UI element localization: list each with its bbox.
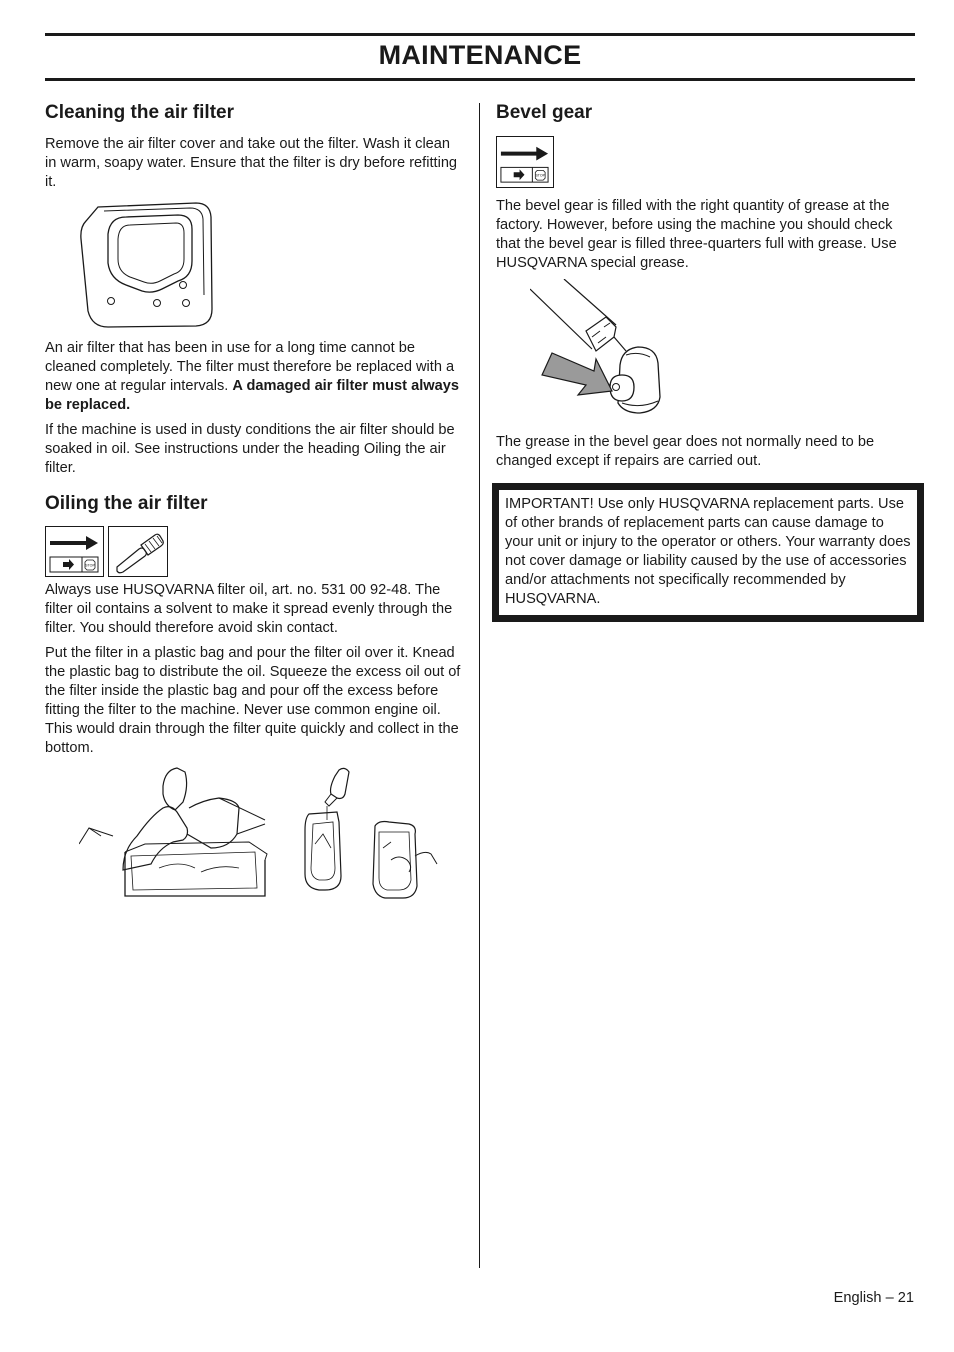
bevel-paragraph-2: The grease in the bevel gear does not normally need to be changed except if repairs are carried out.: [496, 434, 875, 469]
heading-oiling-air-filter: Oiling the air filter: [45, 493, 208, 514]
page-header: [45, 33, 915, 81]
oiling-paragraph-2: Put the filter in a plastic bag and pour the filter oil over it. Knead the plastic bag to distribute the oil. Squeeze the excess oil out of the filter inside the plastic bag and pour off the excess before fitting the filter to the machine. Never use common engine oil. This would drain through the filter quite quickly and collect in the bottom.: [45, 645, 461, 756]
bevel-paragraph-1: The bevel gear is filled with the right quantity of grease at the factory. However, before using the machine you should check that the bevel gear is filled three-quarters full with grease. Use HUSQVARNA special grease.: [496, 198, 897, 271]
oiling-illustration: [79, 764, 463, 906]
pointer-arrow-icon: [542, 353, 612, 395]
heading-bevel-gear: Bevel gear: [496, 102, 593, 123]
pouring-oil-illustration: [279, 764, 439, 906]
column-divider: [479, 103, 480, 1268]
stop-engine-icon: [45, 526, 104, 577]
cleaning-warning-bold: A damaged air filter must always be replaced.: [45, 378, 459, 413]
important-notice-text: IMPORTANT! Use only HUSQVARNA replacement parts. Use of other brands of replacement parts can cause damage to your unit or injury to the operator or others. Your warranty does not cover damage or liability caused by the use of accessories and/or attachments not specifically recommended by HUSQVARNA.: [505, 496, 911, 607]
heading-cleaning-air-filter: Cleaning the air filter: [45, 102, 234, 123]
oiling-icons: [45, 526, 463, 577]
page-title: MAINTENANCE: [378, 40, 582, 70]
bevel-gear-illustration: [530, 279, 914, 429]
right-column: [496, 100, 914, 471]
cleaning-paragraph-1: Remove the air filter cover and take out the filter. Wash it clean in warm, soapy water. Ensure that the filter is dry before refitting it.: [45, 136, 458, 190]
stop-engine-icon: [496, 136, 554, 188]
kneading-bag-illustration: [79, 764, 279, 906]
left-column: [45, 100, 463, 906]
stop-label: STOP: [535, 173, 545, 178]
stop-label: STOP: [85, 563, 95, 568]
air-filter-illustration: [78, 199, 463, 331]
oiling-paragraph-1: Always use HUSQVARNA filter oil, art. no. 531 00 92-48. The filter oil contains a solvent to make it spread evenly through the filter. You should therefore avoid skin contact.: [45, 582, 453, 636]
cleaning-paragraph-3: If the machine is used in dusty conditions the air filter should be soaked in oil. See instructions under the heading Oiling the air filter.: [45, 422, 455, 476]
cleaning-paragraph-2: An air filter that has been in use for a long time cannot be cleaned completely. The filter must therefore be replaced with a new one at regular intervals. A damaged air filter must always be replaced.: [45, 340, 459, 413]
brush-icon: [108, 526, 168, 577]
page-number: English – 21: [833, 1290, 914, 1306]
important-notice-box: [492, 483, 924, 622]
